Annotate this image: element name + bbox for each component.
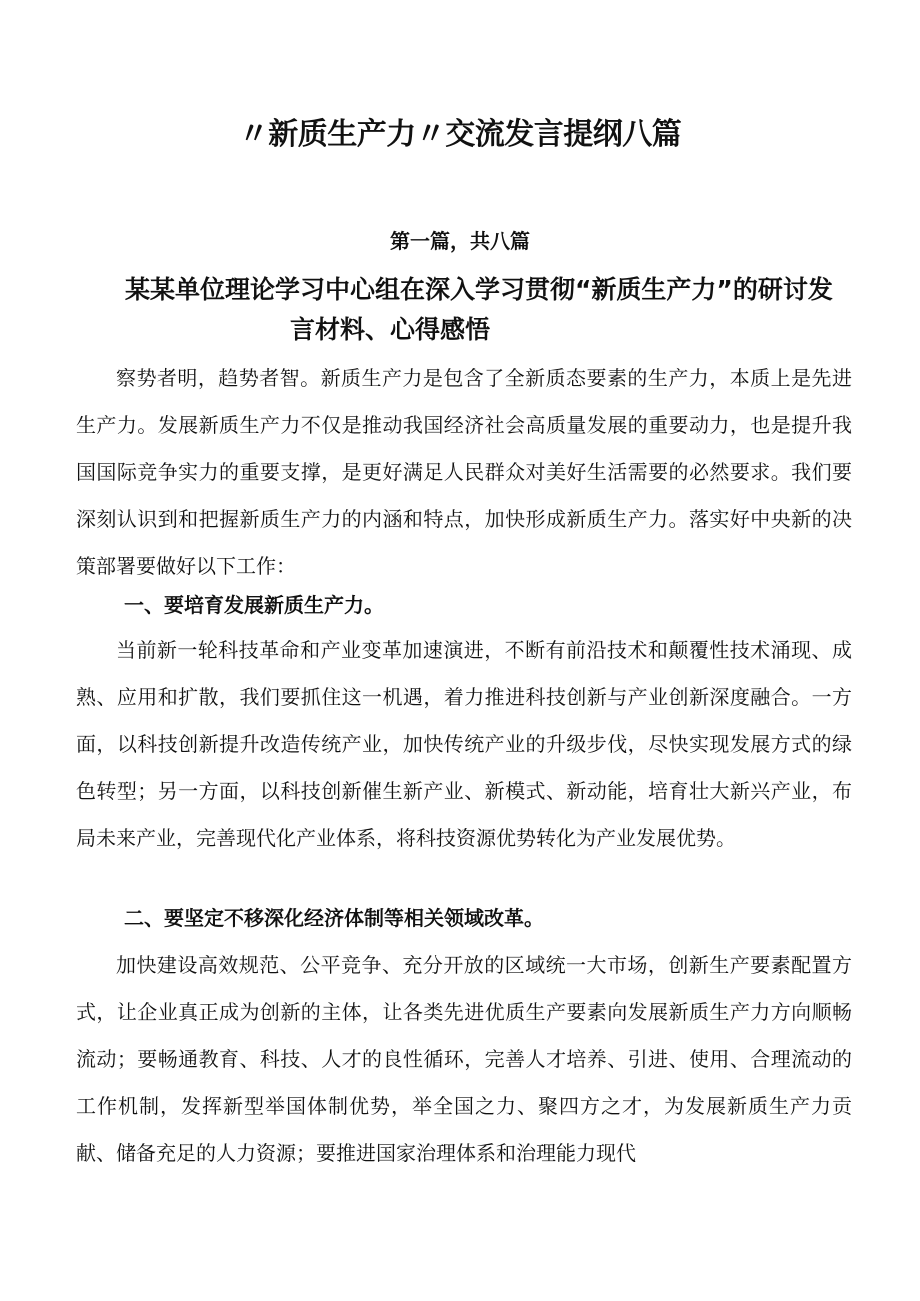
- document-title: 〃新质生产力〃交流发言提纲八篇: [238, 117, 682, 152]
- intro-paragraph: 察势者明，趋势者智。新质生产力是包含了全新质态要素的生产力，本质上是先进生产力。发展新质生产力不仅是推动我国经济社会高质量发展的重要动力，也是提升我国国际竞争实力的重要支撑，是更好满足人民群众对美好生活需要的必然要求。我们要深刻认识到和把握新质生产力的内涵和特点，加快形成新质生产力。落实好中央新的决策部署要做好以下工作：: [76, 366, 852, 578]
- section-2-heading: 二、要坚定不移深化经济体制等相关领域改革。: [124, 906, 544, 930]
- article-heading-line-1: 某某单位理论学习中心组在深入学习贯彻“新质生产力”的研讨发: [125, 275, 833, 304]
- article-heading: [125, 270, 865, 350]
- section-2-paragraph: 加快建设高效规范、公平竞争、充分开放的区域统一大市场，创新生产要素配置方式，让企业真正成为创新的主体，让各类先进优质生产要素向发展新质生产力方向顺畅流动；要畅通教育、科技、人才的良性循环，完善人才培养、引进、使用、合理流动的工作机制，发挥新型举国体制优势，举全国之力、聚四方之才，为发展新质生产力贡献、储备充足的人力资源；要推进国家治理体系和治理能力现代: [76, 953, 852, 1165]
- section-1-heading: 一、要培育发展新质生产力。: [124, 593, 384, 617]
- part-label: 第一篇，共八篇: [390, 229, 530, 253]
- article-heading-line-2: 言材料、心得感悟: [290, 315, 491, 344]
- section-1-paragraph: 当前新一轮科技革命和产业变革加速演进，不断有前沿技术和颠覆性技术涌现、成熟、应用和扩散，我们要抓住这一机遇，着力推进科技创新与产业创新深度融合。一方面，以科技创新提升改造传统产业，加快传统产业的升级步伐，尽快实现发展方式的绿色转型；另一方面，以科技创新催生新产业、新模式、新动能，培育壮大新兴产业，布局未来产业，完善现代化产业体系，将科技资源优势转化为产业发展优势。: [76, 638, 852, 850]
